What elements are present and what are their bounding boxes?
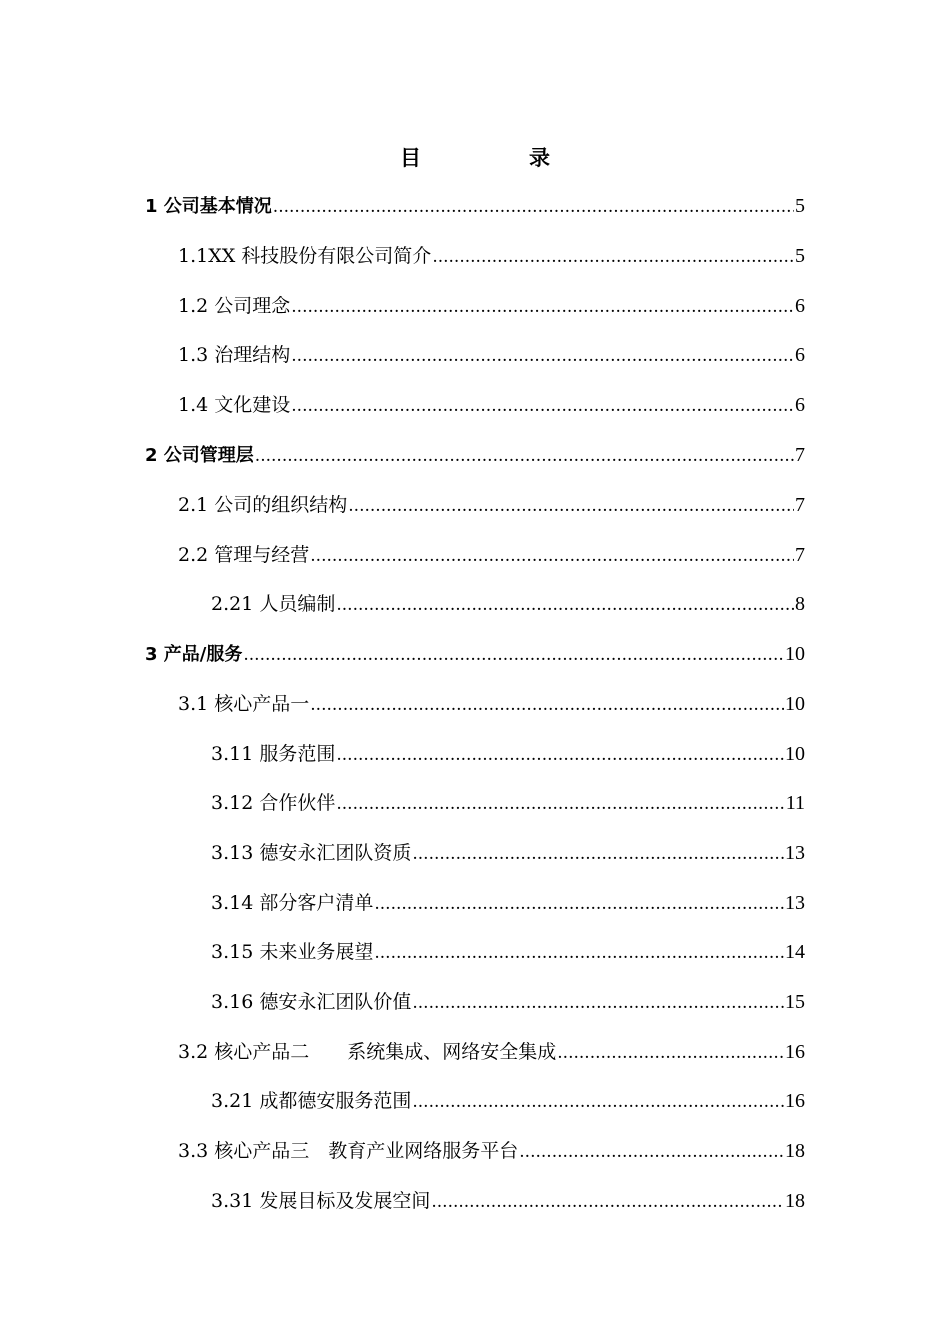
toc-page-number: 11 (785, 792, 805, 814)
toc-page-number: 6 (795, 344, 805, 366)
toc-leader (336, 735, 784, 775)
toc-leader (519, 1132, 784, 1172)
toc-page-number: 15 (785, 991, 805, 1013)
toc-entry-label: 1 公司基本情况 (145, 196, 272, 217)
toc-leader (412, 983, 784, 1023)
toc-leader (557, 1033, 784, 1073)
toc-entry-label: 2.1 公司的组织结构 (178, 494, 348, 516)
toc-page-number: 5 (795, 245, 805, 267)
toc-entry-label: 1.4 文化建设 (178, 394, 291, 416)
toc-title-char-2: 录 (529, 146, 550, 170)
toc-leader (412, 1082, 784, 1122)
toc-page-number: 14 (785, 941, 805, 963)
toc-entry[interactable] (211, 932, 805, 972)
toc-entry-label: 3.14 部分客户清单 (211, 892, 374, 914)
toc-entry-label: 1.3 治理结构 (178, 344, 291, 366)
toc-entry-label: 3 产品/服务 (145, 644, 243, 665)
toc-entry[interactable] (211, 1181, 805, 1221)
toc-page-number: 10 (785, 693, 805, 715)
toc-leader (310, 536, 794, 576)
toc-entry[interactable] (178, 236, 805, 276)
toc-leader (336, 585, 794, 625)
toc-entry-label: 2.21 人员编制 (211, 593, 336, 615)
toc-entry[interactable] (178, 485, 805, 525)
toc-entry-label: 3.11 服务范围 (211, 743, 336, 765)
toc-leader (431, 1182, 784, 1222)
toc-page-number: 7 (795, 544, 805, 566)
toc-entry[interactable] (178, 684, 805, 724)
toc-page-number: 7 (795, 444, 805, 466)
toc-entry-label: 3.13 德安永汇团队资质 (211, 842, 412, 864)
toc-title (0, 142, 950, 172)
toc-page-number: 13 (785, 842, 805, 864)
toc-leader (374, 933, 784, 973)
toc-page-number: 8 (795, 593, 805, 615)
toc-entry-label: 3.15 未来业务展望 (211, 941, 374, 963)
toc-leader (336, 784, 784, 824)
toc-leader (348, 486, 794, 526)
toc-entry-label: 3.1 核心产品一 (178, 693, 310, 715)
toc-page-number: 10 (785, 743, 805, 765)
toc-entry[interactable] (145, 435, 805, 475)
toc-entry-label: 3.31 发展目标及发展空间 (211, 1190, 431, 1212)
toc-leader (374, 884, 784, 924)
toc-leader (255, 436, 794, 476)
toc-leader (412, 834, 784, 874)
toc-entry[interactable] (145, 634, 805, 674)
toc-leader (291, 386, 794, 426)
toc-leader (243, 635, 784, 675)
toc-entry[interactable] (211, 982, 805, 1022)
toc-entry[interactable] (145, 186, 805, 226)
toc-entry[interactable] (211, 734, 805, 774)
toc-entry[interactable] (178, 535, 805, 575)
toc-entry-label: 2.2 管理与经营 (178, 544, 310, 566)
toc-entry-label: 2 公司管理层 (145, 445, 254, 466)
toc-entry[interactable] (211, 783, 805, 823)
toc-page-number: 6 (795, 394, 805, 416)
toc-page-number: 7 (795, 494, 805, 516)
toc-leader (432, 237, 794, 277)
toc-page-number: 18 (785, 1140, 805, 1162)
toc-entry[interactable] (211, 833, 805, 873)
toc-entry[interactable] (211, 1081, 805, 1121)
toc-page-number: 10 (785, 643, 805, 665)
toc-entry-label: 3.2 核心产品二 系统集成、网络安全集成 (178, 1041, 557, 1063)
toc-page-number: 13 (785, 892, 805, 914)
toc-page-number: 5 (795, 195, 805, 217)
toc-entry-label: 3.12 合作伙伴 (211, 792, 336, 814)
toc-entry[interactable] (178, 286, 805, 326)
toc-leader (310, 685, 784, 725)
toc-entry[interactable] (178, 335, 805, 375)
toc-leader (291, 287, 794, 327)
toc-entry-label: 3.3 核心产品三 教育产业网络服务平台 (178, 1140, 519, 1162)
toc-page-number: 6 (795, 295, 805, 317)
toc-entry[interactable] (211, 584, 805, 624)
toc-entry[interactable] (178, 1032, 805, 1072)
toc-entry[interactable] (211, 883, 805, 923)
toc-entry-label: 1.2 公司理念 (178, 295, 291, 317)
toc-page-number: 18 (785, 1190, 805, 1212)
toc-entry[interactable] (178, 1131, 805, 1171)
toc-entry-label: 3.21 成都德安服务范围 (211, 1090, 412, 1112)
toc-entry[interactable] (178, 385, 805, 425)
toc-leader (291, 336, 794, 376)
toc-title-char-1: 目 (400, 146, 421, 170)
toc-page-number: 16 (785, 1090, 805, 1112)
toc-leader (273, 187, 794, 227)
toc-entry-label: 1.1XX 科技股份有限公司简介 (178, 245, 432, 267)
toc-page-number: 16 (785, 1041, 805, 1063)
toc-entry-label: 3.16 德安永汇团队价值 (211, 991, 412, 1013)
